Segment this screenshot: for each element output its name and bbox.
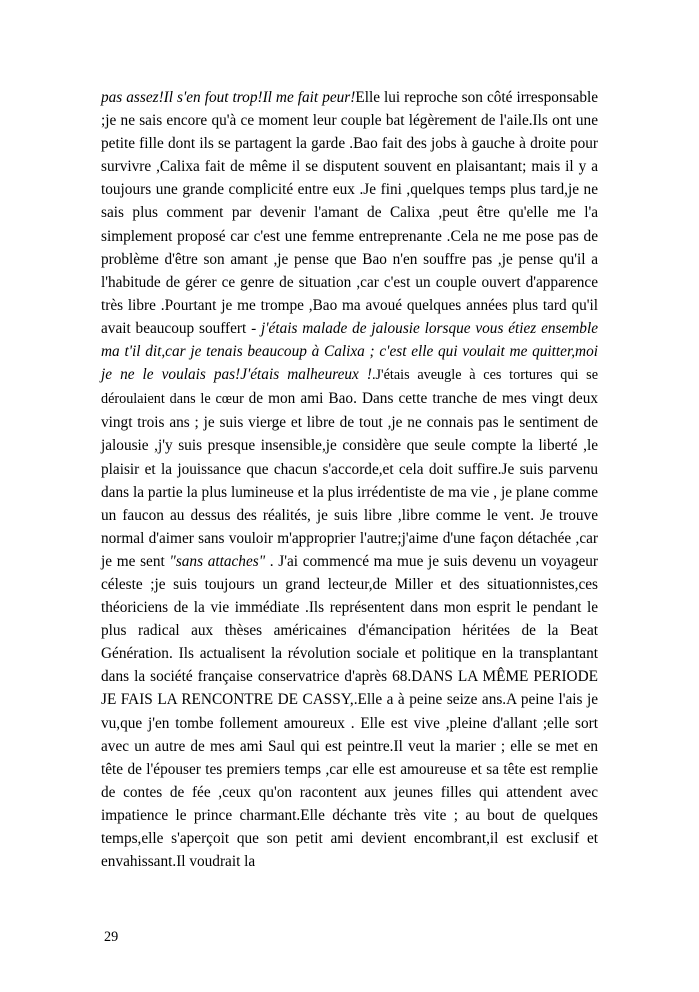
body-paragraph xyxy=(101,86,598,873)
text-segment-body-2: de mon ami Bao. Dans cette tranche de mes vingt deux vingt trois ans ; je suis vierge et libre de tout ,je ne connais pas le sentiment de jalousie ,j'y suis presque insensible,je considère que seule compte la liberté ,le plaisir et la jouissance que chacun s'accorde,et cela doit suffire.Je suis parvenu dans la partie la plus lumineuse et la plus irrédentiste de ma vie , je plane comme un faucon au dessus des réalités, je suis libre ,libre comme le vent. Je trouve normal d'aimer sans vouloir m'approprier l'autre;j'aime d'une façon détachée ,car je me sent xyxy=(101,390,598,570)
text-segment-italic-1: pas assez! xyxy=(101,89,164,106)
text-segment-italic-2: Il s'en fout trop! xyxy=(163,89,263,106)
text-segment-italic-quote: - j'étais malade de jalousie lorsque vous étiez ensemble ma t'il dit,car je tenais beaucoup à Calixa ; c'est elle qui voulait me quitter,moi je ne le voulais pas!J'étais malheureux ! xyxy=(101,319,598,384)
text-segment-body-3: . J'ai commencé ma mue je suis devenu un voyageur céleste ;je suis toujours un grand lecteur,de Miller et des situationnistes,ces théoriciens de la vie immédiate .Ils représentent dans mon esprit le pendant le plus radical aux thèses américaines d'émancipation héritées de la Beat Génération. Ils actualisent la révolution sociale et politique en la transplantant dans la société française conservatrice d'après 68.DANS LA MÊME PERIODE JE FAIS LA RENCONTRE DE CASSY,.Elle a à peine seize ans.A peine l'ais je vu,que j'en tombe follement amoureux . Elle est vive ,pleine d'allant ;elle sort avec un autre de mes ami Saul qui est peintre.Il veut la marier ; elle se met en tête de l'épouser tes premiers temps ,car elle est amoureuse et sa tête est remplie de contes de fée ,ceux qu'on racontent aux jeunes filles qui attendent avec impatience le prince charmant.Elle déchante très vite ; au bout de quelques temps,elle s'aperçoit que son petit ami devient encombrant,il est exclusif et envahissant.Il voudrait la xyxy=(101,552,598,871)
text-segment-italic-sans-attaches: "sans attaches" xyxy=(169,552,266,570)
text-segment-italic-3: Il me fait peur! xyxy=(262,89,356,106)
body-text-column xyxy=(101,86,598,873)
text-segment-small-1: .J'étais aveugle à ces tortures qui se déroulaient dans le cœur xyxy=(101,367,598,408)
page-number: 29 xyxy=(104,929,119,945)
text-segment-body-1: Elle lui reproche son côté irresponsable ;je ne sais encore qu'à ce moment leur couple bat légèrement de l'aile.Ils ont une petite fille dont ils se partagent la garde .Bao fait des jobs à gauche à droite pour survivre ,Calixa fait de même il se disputent souvent en plaisantant; mais il y a toujours une grande complicité entre eux .Je fini ,quelques temps plus tard,je ne sais plus comment par devenir l'amant de Calixa ,peut être qu'elle me l'a simplement proposé car c'est une femme entreprenante .Cela ne me pose pas de problème d'être son amant ,je pense que Bao n'en souffre pas ,je pense qu'il a l'habitude de gérer ce genre de situation ,car c'est un couple ouvert d'apparence très libre .Pourtant je me trompe ,Bao ma avoué quelques années plus tard qu'il avait beaucoup souffert xyxy=(101,89,599,337)
